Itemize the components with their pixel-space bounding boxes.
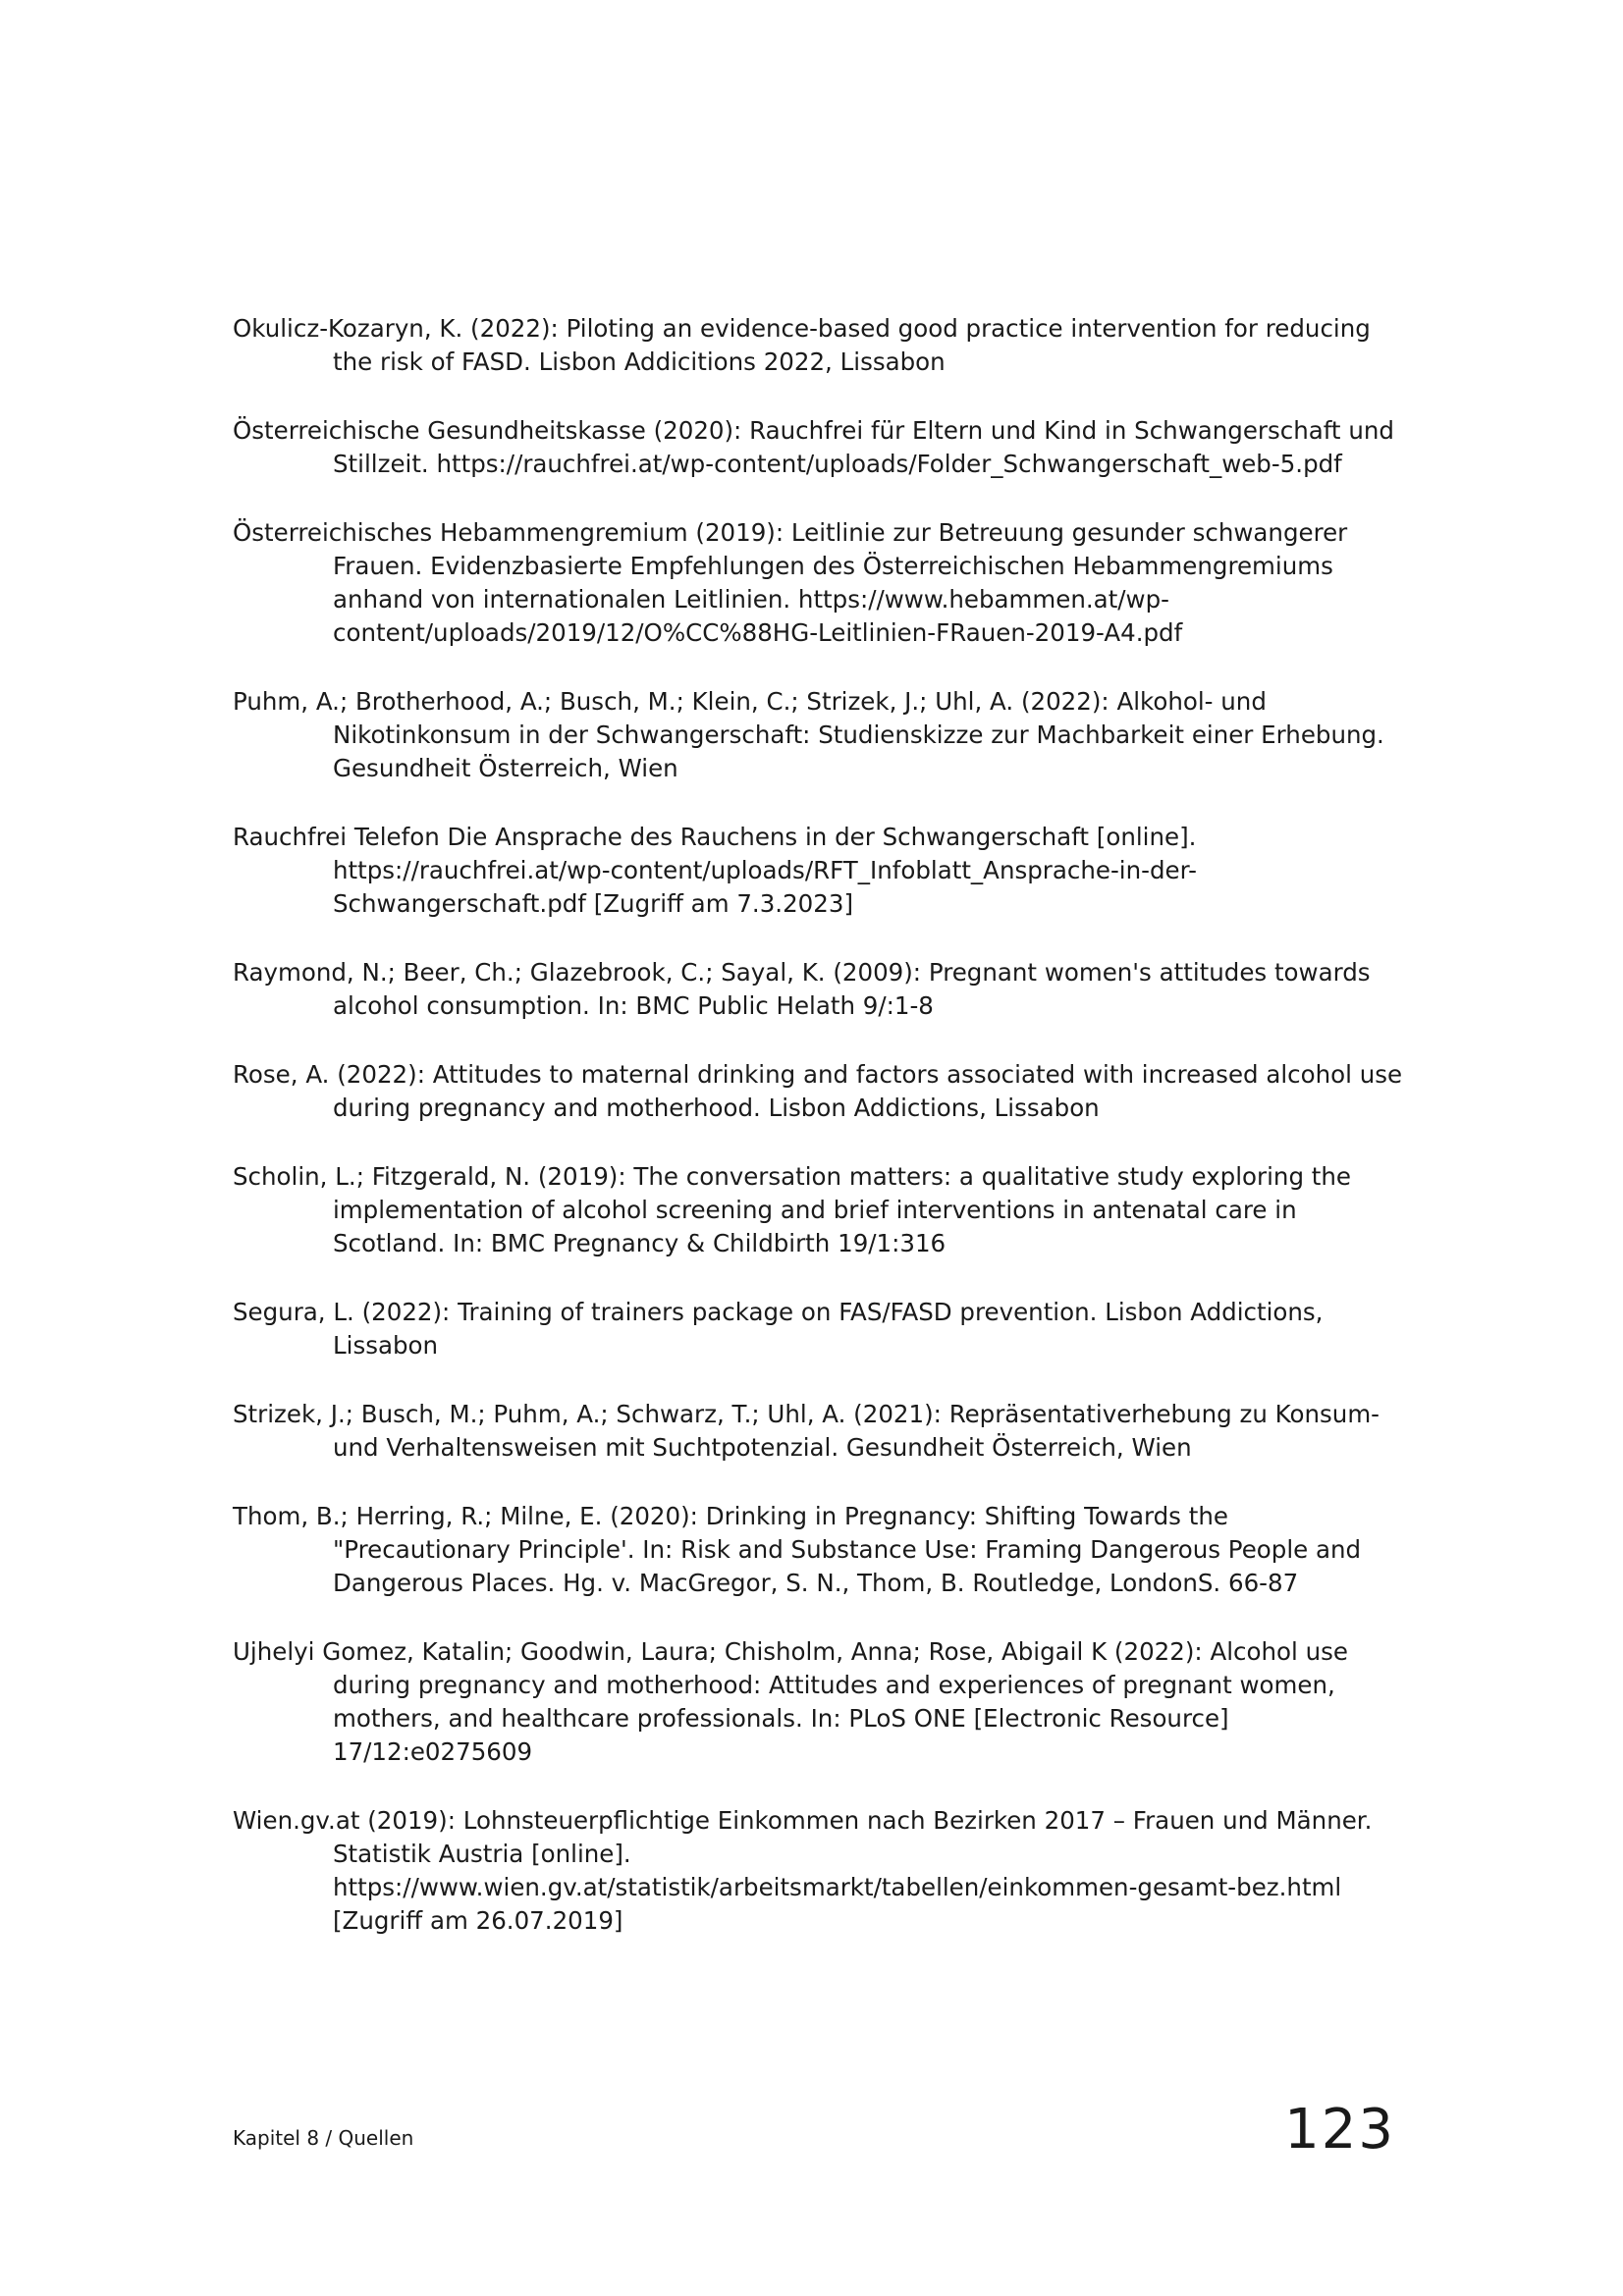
reference-entry-scholin: Scholin, L.; Fitzgerald, N. (2019): The conversation matters: a qualitative study exploring the implementation of alcohol screening and brief interventions in antenatal care in Scotland. In: BMC Pregnancy & Childbirth 19/1:316 xyxy=(233,1162,1351,1257)
reference-entry-segura: Segura, L. (2022): Training of trainers package on FAS/FASD prevention. Lisbon Addictions, Lissabon xyxy=(233,1298,1324,1360)
reference-entry-ujhelyi-gomez: Ujhelyi Gomez, Katalin; Goodwin, Laura; Chisholm, Anna; Rose, Abigail K (2022): Alcohol use during pregnancy and motherhood: Attitudes and experiences of pregnant women, mothers, and healthcare professionals. In: PLoS ONE [Electronic Resource] 17/12:e0275609 xyxy=(233,1637,1348,1766)
page-number: 123 xyxy=(1284,2098,1395,2162)
reference-entry-thom: Thom, B.; Herring, R.; Milne, E. (2020): Drinking in Pregnancy: Shifting Towards the "Precautionary Principle'. In: Risk and Substance Use: Framing Dangerous People and Dangerous Places. Hg. v. MacGregor, S. N., Thom, B. Routledge, LondonS. 66-87 xyxy=(233,1502,1362,1597)
reference-entry-rauchfrei-telefon: Rauchfrei Telefon Die Ansprache des Rauchens in der Schwangerschaft [online]. https://rauchfrei.at/wp-content/uploads/RFT_Infoblatt_Ansprache-in-der-Schwangerschaft.pdf [Zugriff am 7.3.2023] xyxy=(233,823,1197,918)
reference-entry-okulicz-kozaryn: Okulicz-Kozaryn, K. (2022): Piloting an evidence-based good practice intervention for reducing the risk of FASD. Lisbon Addicitions 2022, Lissabon xyxy=(233,314,1371,376)
reference-entry-strizek: Strizek, J.; Busch, M.; Puhm, A.; Schwarz, T.; Uhl, A. (2021): Repräsentativerhebung zu Konsum- und Verhaltensweisen mit Suchtpotenzial. Gesundheit Österreich, Wien xyxy=(233,1400,1380,1462)
reference-entry-hebammengremium: Österreichisches Hebammengremium (2019): Leitlinie zur Betreuung gesunder schwangerer Frauen. Evidenzbasierte Empfehlungen des Österreichischen Hebammengremiums anhand von internationalen Leitlinien. https://www.hebammen.at/wp-content/uploads/2019/12/O%CC%88HG-Leitlinien-FRauen-2019-A4.pdf xyxy=(233,518,1348,647)
footer-chapter-label: Kapitel 8 / Quellen xyxy=(233,2126,414,2150)
reference-entry-oegk: Österreichische Gesundheitskasse (2020): Rauchfrei für Eltern und Kind in Schwangerschaft und Stillzeit. https://rauchfrei.at/wp-content/uploads/Folder_Schwangerschaft_web-5.pdf xyxy=(233,416,1394,478)
reference-entry-rose: Rose, A. (2022): Attitudes to maternal drinking and factors associated with increased alcohol use during pregnancy and motherhood. Lisbon Addictions, Lissabon xyxy=(233,1060,1403,1122)
reference-list xyxy=(233,312,1411,1973)
reference-entry-raymond: Raymond, N.; Beer, Ch.; Glazebrook, C.; Sayal, K. (2009): Pregnant women's attitudes towards alcohol consumption. In: BMC Public Helath 9/:1-8 xyxy=(233,958,1371,1020)
reference-entry-wien-gv: Wien.gv.at (2019): Lohnsteuerpflichtige Einkommen nach Bezirken 2017 – Frauen und Männer. Statistik Austria [online]. https://www.wien.gv.at/statistik/arbeitsmarkt/tabellen/einkommen-gesamt-bez.html [Zugriff am 26.07.2019] xyxy=(233,1806,1373,1935)
reference-entry-puhm: Puhm, A.; Brotherhood, A.; Busch, M.; Klein, C.; Strizek, J.; Uhl, A. (2022): Alkohol- und Nikotinkonsum in der Schwangerschaft: Studienskizze zur Machbarkeit einer Erhebung. Gesundheit Österreich, Wien xyxy=(233,687,1384,782)
